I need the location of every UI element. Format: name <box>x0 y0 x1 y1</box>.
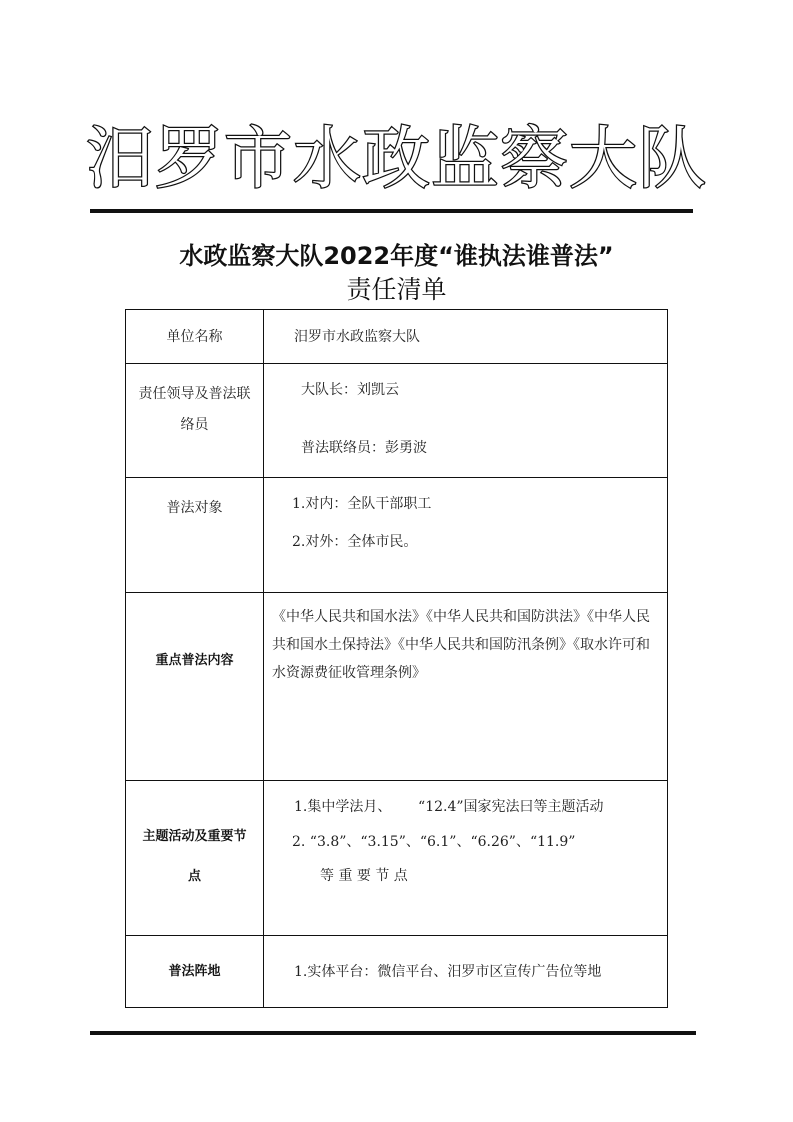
audience-item-2: 2.对外：全体市民。 <box>292 534 418 550</box>
organization-header-title: 汨罗市水政监察大队 <box>85 120 707 199</box>
table-row-key-content <box>126 593 668 781</box>
content-cell <box>264 310 668 364</box>
table-row-leader-contact <box>126 364 668 478</box>
table-row-platforms <box>126 936 668 1008</box>
content-cell <box>264 478 668 593</box>
team-leader-value: 大队长：刘凯云 <box>301 382 399 398</box>
document-title-line-2: 责任清单 <box>346 275 447 304</box>
label-cell <box>126 478 264 593</box>
row-label-line-1: 主题活动及重要节 <box>142 829 247 844</box>
row-label: 重点普法内容 <box>155 653 234 668</box>
audience-item-1: 1.对内：全队干部职工 <box>292 496 432 512</box>
content-cell <box>264 936 668 1008</box>
row-label: 普法对象 <box>166 500 223 516</box>
row-label-line-2: 点 <box>187 869 201 884</box>
theme-item-1: 1.集中学法月、 “12.4”国家宪法曰等主题活动 <box>294 799 604 815</box>
label-cell <box>126 936 264 1008</box>
theme-item-2-continued: 等 重 要 节 点 <box>320 868 408 884</box>
responsibility-table <box>125 309 668 1008</box>
legal-liaison-value: 普法联络员：彭勇波 <box>301 440 427 456</box>
footer-divider <box>90 1031 696 1035</box>
row-label: 单位名称 <box>166 329 223 345</box>
document-title-line-1: 水政监察大队2022年度“谁执法谁普法” <box>179 242 614 270</box>
key-laws-paragraph: 《中华人民共和国水法》《中华人民共和国防洪法》《中华人民共和国水土保持法》《中华人民共和国防汛条例》《取水许可和水资源费征收管理条例》 <box>272 609 650 681</box>
label-cell <box>126 364 264 478</box>
table-row-audience <box>126 478 668 593</box>
content-cell <box>264 364 668 478</box>
row-label-line-2: 络员 <box>180 417 209 433</box>
table-row-unit-name <box>126 310 668 364</box>
label-cell <box>126 310 264 364</box>
platform-item-1: 1.实体平台：微信平台、汨罗市区宣传广告位等地 <box>294 964 602 980</box>
header-divider <box>90 209 693 213</box>
content-cell <box>264 593 668 781</box>
table-row-themes-dates <box>126 781 668 936</box>
unit-name-value: 汨罗市水政监察大队 <box>294 329 420 345</box>
row-label: 普法阵地 <box>168 964 221 979</box>
label-cell <box>126 781 264 936</box>
row-label-line-1: 责任领导及普法联 <box>138 386 251 402</box>
label-cell <box>126 593 264 781</box>
theme-item-2: 2. “3.8”、“3.15”、“6.1”、“6.26”、“11.9” <box>292 834 576 850</box>
content-cell <box>264 781 668 936</box>
